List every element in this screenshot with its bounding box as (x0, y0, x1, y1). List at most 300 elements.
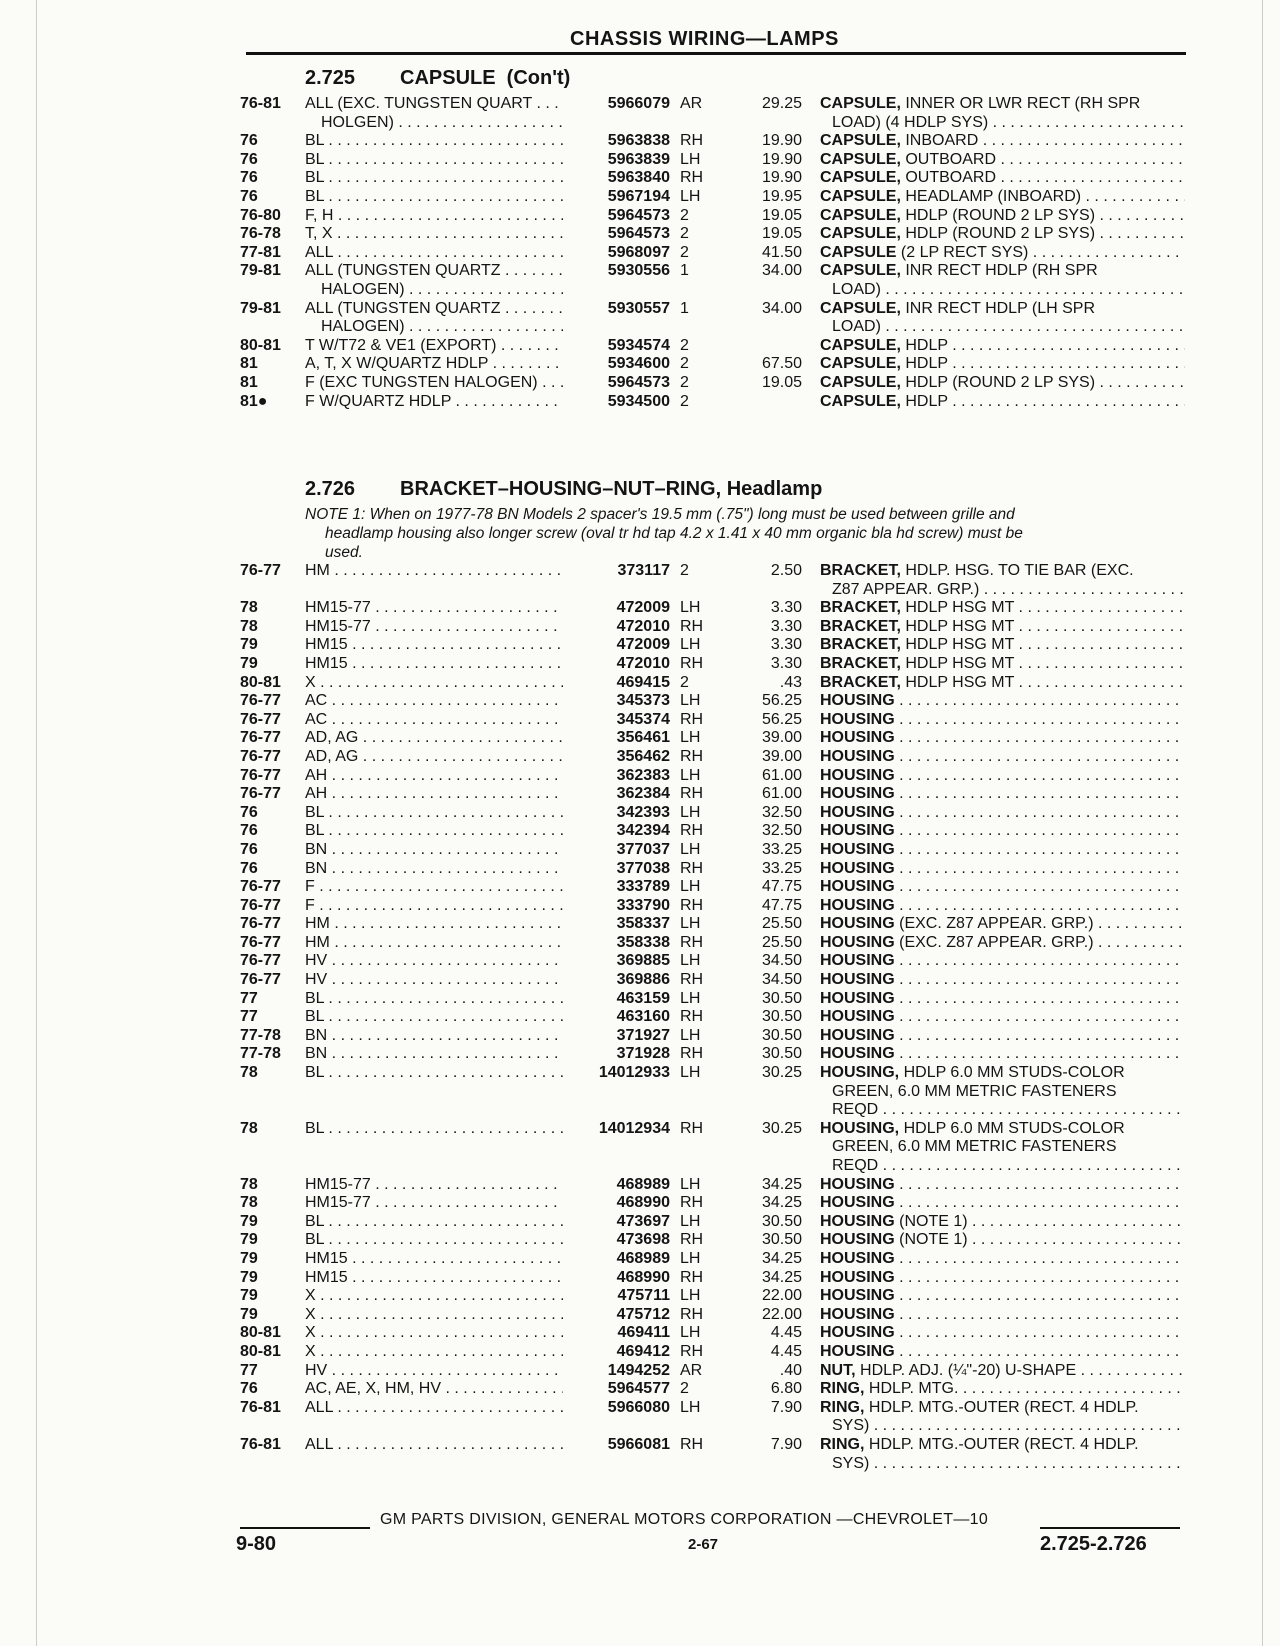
description-line (820, 1157, 1185, 1176)
year-cell: 77-78 (240, 1026, 281, 1044)
price-cell: .43 (779, 673, 802, 691)
price-cell: 56.25 (761, 710, 802, 728)
description-cell (820, 1045, 1185, 1064)
description-line (820, 1213, 1185, 1232)
table-row (0, 374, 1280, 393)
year-cell: 76-80 (240, 206, 281, 224)
model-cell (305, 860, 563, 879)
description-cell (820, 337, 1185, 356)
description-line (820, 355, 1185, 374)
model-cell (305, 1324, 563, 1343)
model-line: AC . . . (305, 692, 563, 711)
part-number-cell: 475712 (616, 1305, 670, 1323)
model-cell (305, 1176, 563, 1195)
part-number-cell: 342393 (616, 803, 670, 821)
description-keyword: HOUSING (820, 933, 895, 951)
part-number-cell: 345374 (616, 710, 670, 728)
part-number-cell: 5963838 (607, 132, 670, 150)
table-row (0, 599, 1280, 618)
model-cell (305, 562, 563, 581)
part-number-cell: 369886 (616, 971, 670, 989)
model-line: T W/T72 & VE1 (EXPORT) . . . (305, 337, 563, 356)
table-row (0, 1436, 1280, 1473)
description-text: (NOTE 1) (899, 1231, 968, 1249)
description-text: HDLP (905, 336, 948, 354)
year-cell: 80-81 (240, 1342, 281, 1360)
description-line (820, 822, 1185, 841)
part-number-cell: 1494252 (607, 1361, 670, 1379)
quantity-cell: 2 (680, 243, 689, 261)
table-row (0, 748, 1280, 767)
description-keyword: HOUSING (820, 989, 895, 1007)
description-cell (820, 1194, 1185, 1213)
description-line (820, 1045, 1185, 1064)
model-cell (305, 1231, 563, 1250)
description-line (820, 300, 1185, 319)
price-cell: 32.50 (761, 822, 802, 840)
description-line (820, 1362, 1185, 1381)
quantity-cell: LH (680, 766, 701, 784)
quantity-cell: RH (680, 132, 704, 150)
description-keyword: HOUSING (820, 785, 895, 803)
description-text: INR RECT HDLP (RH SPR (905, 262, 1098, 280)
table-row (0, 225, 1280, 244)
year-cell: 76-77 (240, 933, 281, 951)
year-cell: 76-81 (240, 1398, 281, 1416)
description-keyword: HOUSING (820, 896, 895, 914)
table-row (0, 767, 1280, 786)
table-row (0, 729, 1280, 748)
description-line (820, 1138, 1185, 1157)
quantity-cell: LH (680, 1064, 701, 1082)
model-cell (305, 1194, 563, 1213)
model-cell (305, 1120, 563, 1139)
quantity-cell: RH (680, 896, 704, 914)
part-number-cell: 473698 (616, 1231, 670, 1249)
part-number-cell: 5966081 (607, 1435, 670, 1453)
model-line: BL . . . (305, 132, 563, 151)
quantity-cell: RH (680, 710, 704, 728)
description-keyword: RING, (820, 1398, 865, 1416)
description-text: HDLP (905, 355, 948, 373)
description-line (820, 785, 1185, 804)
description-keyword: CAPSULE, (820, 132, 901, 150)
year-cell: 76-81 (240, 95, 281, 112)
description-text: HDLP (ROUND 2 LP SYS) (905, 373, 1096, 391)
year-cell: 76-77 (240, 766, 281, 784)
part-number-cell: 5963840 (607, 169, 670, 187)
description-cell (820, 934, 1185, 953)
description-line (820, 1231, 1185, 1250)
part-number-cell: 5964573 (607, 225, 670, 243)
year-cell: 76-77 (240, 915, 281, 933)
description-line (820, 262, 1185, 281)
description-line (820, 393, 1185, 412)
price-cell: 7.90 (770, 1398, 802, 1416)
year-cell: 77-81 (240, 243, 281, 261)
part-number-cell: 472010 (616, 617, 670, 635)
part-number-cell: 5934574 (607, 336, 670, 354)
part-number-cell: 362384 (616, 785, 670, 803)
price-cell: 3.30 (770, 654, 802, 672)
description-text: INBOARD (905, 132, 979, 150)
description-text: LOAD) (832, 280, 881, 298)
description-cell (820, 655, 1185, 674)
description-text: HDLP HSG MT (905, 673, 1015, 691)
model-line: HM . . . (305, 562, 563, 581)
part-number-cell: 5963839 (607, 150, 670, 168)
year-cell: 77 (240, 1008, 258, 1026)
description-cell (820, 374, 1185, 393)
quantity-cell: RH (680, 785, 704, 803)
description-cell (820, 729, 1185, 748)
model-line: HALOGEN) . . . (305, 281, 563, 300)
description-cell (820, 1287, 1185, 1306)
description-cell (820, 262, 1185, 299)
part-number-cell: 463159 (616, 989, 670, 1007)
part-number-cell: 472009 (616, 636, 670, 654)
part-number-cell: 5966079 (607, 95, 670, 112)
quantity-cell: LH (680, 952, 701, 970)
model-cell (305, 971, 563, 990)
parts-table-2725 (0, 95, 1280, 411)
quantity-cell: LH (680, 989, 701, 1007)
table-row (0, 841, 1280, 860)
description-line (820, 1417, 1185, 1436)
year-cell: 76-77 (240, 562, 281, 579)
price-cell: 22.00 (761, 1305, 802, 1323)
part-number-cell: 14012934 (598, 1119, 670, 1137)
description-text: INR RECT HDLP (LH SPR (905, 299, 1096, 317)
quantity-cell: LH (680, 187, 701, 205)
model-cell (305, 878, 563, 897)
description-text: (2 LP RECT SYS) (900, 243, 1029, 261)
model-line: X . . . (305, 1324, 563, 1343)
model-line: F W/QUARTZ HDLP . . . (305, 393, 563, 412)
table-row (0, 1213, 1280, 1232)
part-number-cell: 469415 (616, 673, 670, 691)
description-keyword: BRACKET, (820, 654, 901, 672)
model-cell (305, 618, 563, 637)
part-number-cell: 356462 (616, 747, 670, 765)
description-cell (820, 244, 1185, 263)
table-row (0, 1194, 1280, 1213)
description-keyword: BRACKET, (820, 617, 901, 635)
model-cell (305, 1287, 563, 1306)
description-line (820, 1380, 1185, 1399)
description-cell (820, 1436, 1185, 1473)
table-row (0, 300, 1280, 337)
quantity-cell: LH (680, 840, 701, 858)
part-number-cell: 5964573 (607, 206, 670, 224)
description-cell (820, 1008, 1185, 1027)
quantity-cell: 2 (680, 206, 689, 224)
description-line (820, 188, 1185, 207)
year-cell: 78 (240, 1194, 258, 1212)
quantity-cell: LH (680, 878, 701, 896)
model-line: ALL . . . (305, 1436, 563, 1455)
year-cell: 76-81 (240, 1435, 281, 1453)
description-line (820, 1324, 1185, 1343)
description-line (820, 1343, 1185, 1362)
year-cell: 77 (240, 989, 258, 1007)
year-cell: 77 (240, 1361, 258, 1379)
description-line (820, 281, 1185, 300)
description-cell (820, 860, 1185, 879)
model-line: BL . . . (305, 1120, 563, 1139)
description-cell (820, 636, 1185, 655)
model-cell (305, 674, 563, 693)
year-cell: 76-77 (240, 878, 281, 896)
table-row (0, 878, 1280, 897)
description-cell (820, 562, 1185, 599)
quantity-cell: RH (680, 822, 704, 840)
description-text: HDLP. HSG. TO TIE BAR (EXC. (905, 562, 1134, 579)
description-line (820, 599, 1185, 618)
description-keyword: CAPSULE, (820, 392, 901, 410)
price-cell: 30.25 (761, 1064, 802, 1082)
section-number: 2.726 (305, 478, 356, 500)
quantity-cell: RH (680, 1119, 704, 1137)
description-text: REQD (832, 1157, 879, 1175)
price-cell: 2.50 (770, 562, 802, 579)
description-keyword: BRACKET, (820, 599, 901, 617)
model-cell (305, 169, 563, 188)
description-line (820, 934, 1185, 953)
description-keyword: BRACKET, (820, 636, 901, 654)
model-cell (305, 132, 563, 151)
price-cell: 33.25 (761, 840, 802, 858)
description-keyword: HOUSING (820, 1324, 895, 1342)
quantity-cell: LH (680, 1212, 701, 1230)
part-number-cell: 342394 (616, 822, 670, 840)
price-cell: 47.75 (761, 878, 802, 896)
model-line: BL . . . (305, 990, 563, 1009)
description-cell (820, 300, 1185, 337)
part-number-cell: 356461 (616, 729, 670, 747)
model-cell (305, 1269, 563, 1288)
description-text: GREEN, 6.0 MM METRIC FASTENERS (832, 1082, 1117, 1100)
part-number-cell: 463160 (616, 1008, 670, 1026)
table-row (0, 1250, 1280, 1269)
model-cell (305, 655, 563, 674)
description-keyword: HOUSING (820, 859, 895, 877)
year-cell: 79 (240, 1268, 258, 1286)
description-cell (820, 151, 1185, 170)
price-cell: 3.30 (770, 636, 802, 654)
part-number-cell: 377037 (616, 840, 670, 858)
table-row (0, 1027, 1280, 1046)
quantity-cell: 1 (680, 299, 689, 317)
header-rule (246, 52, 1186, 55)
table-row (0, 337, 1280, 356)
description-text: HDLP HSG MT (905, 636, 1015, 654)
description-keyword: RING, (820, 1435, 865, 1453)
description-keyword: HOUSING (820, 1268, 895, 1286)
model-cell (305, 1436, 563, 1455)
year-cell: 76-77 (240, 896, 281, 914)
model-cell (305, 841, 563, 860)
table-row (0, 1362, 1280, 1381)
model-line: ALL . . . (305, 244, 563, 263)
description-keyword: HOUSING (820, 1194, 895, 1212)
part-number-cell: 369885 (616, 952, 670, 970)
table-row (0, 990, 1280, 1009)
description-cell (820, 132, 1185, 151)
description-keyword: CAPSULE, (820, 355, 901, 373)
description-line (820, 1120, 1185, 1139)
year-cell: 76 (240, 822, 258, 840)
model-line: HOLGEN) . . . (305, 114, 563, 133)
part-number-cell: 5968097 (607, 243, 670, 261)
description-line (820, 581, 1185, 600)
table-row (0, 618, 1280, 637)
description-cell (820, 748, 1185, 767)
model-line: AH . . . (305, 785, 563, 804)
description-cell (820, 1399, 1185, 1436)
description-line (820, 244, 1185, 263)
description-keyword: CAPSULE, (820, 373, 901, 391)
description-cell (820, 1176, 1185, 1195)
part-number-cell: 5964577 (607, 1380, 670, 1398)
description-cell (820, 767, 1185, 786)
price-cell: 4.45 (770, 1324, 802, 1342)
model-cell (305, 1343, 563, 1362)
description-text: SYS) (832, 1454, 870, 1472)
model-line: BL . . . (305, 804, 563, 823)
year-cell: 79 (240, 654, 258, 672)
model-line: BN . . . (305, 1027, 563, 1046)
model-cell (305, 990, 563, 1009)
model-line: X . . . (305, 1306, 563, 1325)
price-cell: 7.90 (770, 1435, 802, 1453)
quantity-cell: LH (680, 1324, 701, 1342)
model-line: BN . . . (305, 1045, 563, 1064)
description-text: Z87 APPEAR. GRP.) (832, 580, 980, 598)
year-cell: 78 (240, 1175, 258, 1193)
year-cell: 79-81 (240, 299, 281, 317)
model-line: HM15-77 . . . (305, 599, 563, 618)
description-line (820, 1083, 1185, 1102)
part-number-cell: 373117 (617, 562, 670, 579)
year-cell: 76 (240, 1380, 258, 1398)
description-keyword: HOUSING (820, 840, 895, 858)
quantity-cell: RH (680, 747, 704, 765)
table-row (0, 1287, 1280, 1306)
description-keyword: HOUSING (820, 1342, 895, 1360)
model-cell (305, 393, 563, 412)
description-cell (820, 1269, 1185, 1288)
model-line: X . . . (305, 674, 563, 693)
part-number-cell: 371928 (616, 1045, 670, 1063)
description-text: OUTBOARD (905, 150, 997, 168)
description-cell (820, 169, 1185, 188)
description-cell (820, 188, 1185, 207)
quantity-cell: RH (680, 971, 704, 989)
description-line (820, 841, 1185, 860)
description-keyword: CAPSULE, (820, 262, 901, 280)
model-cell (305, 95, 563, 132)
quantity-cell: LH (680, 692, 701, 710)
year-cell: 76-77 (240, 785, 281, 803)
description-line (820, 915, 1185, 934)
year-cell: 79-81 (240, 262, 281, 280)
quantity-cell: AR (680, 95, 703, 112)
model-line: HM15 . . . (305, 636, 563, 655)
year-cell: 80-81 (240, 336, 281, 354)
section-heading: CAPSULE (Con't) (400, 67, 571, 89)
year-cell: 76-77 (240, 747, 281, 765)
description-cell (820, 1380, 1185, 1399)
price-cell: 19.95 (761, 187, 802, 205)
table-row (0, 1269, 1280, 1288)
description-cell (820, 1343, 1185, 1362)
description-line (820, 114, 1185, 133)
part-number-cell: 468990 (616, 1268, 670, 1286)
table-row (0, 169, 1280, 188)
quantity-cell: 2 (680, 1380, 689, 1398)
year-cell: 81 (240, 373, 258, 391)
description-line (820, 1399, 1185, 1418)
description-keyword: HOUSING (820, 952, 895, 970)
model-cell (305, 1045, 563, 1064)
year-cell: 76 (240, 150, 258, 168)
footer-rule-right (1040, 1527, 1180, 1529)
year-cell: 76 (240, 803, 258, 821)
year-cell: 76-78 (240, 225, 281, 243)
model-line: F . . . (305, 897, 563, 916)
model-cell (305, 711, 563, 730)
model-cell (305, 188, 563, 207)
footer-date: 9-80 (236, 1533, 277, 1555)
price-cell: 47.75 (761, 896, 802, 914)
price-cell: 19.05 (761, 206, 802, 224)
price-cell: 19.90 (761, 132, 802, 150)
model-cell (305, 748, 563, 767)
model-line: AH . . . (305, 767, 563, 786)
model-line: BL . . . (305, 1213, 563, 1232)
quantity-cell: LH (680, 1026, 701, 1044)
description-keyword: HOUSING (820, 1231, 895, 1249)
model-cell (305, 151, 563, 170)
model-cell (305, 374, 563, 393)
description-line (820, 1101, 1185, 1120)
model-line: ALL (TUNGSTEN QUARTZ . . . (305, 262, 563, 281)
description-text: REQD (832, 1101, 879, 1119)
year-cell: 80-81 (240, 673, 281, 691)
description-cell (820, 990, 1185, 1009)
model-line: BN . . . (305, 860, 563, 879)
year-cell: 76-77 (240, 692, 281, 710)
model-cell (305, 785, 563, 804)
model-cell (305, 767, 563, 786)
price-cell: 34.25 (761, 1194, 802, 1212)
model-cell (305, 636, 563, 655)
model-line: HV . . . (305, 1362, 563, 1381)
description-line (820, 636, 1185, 655)
model-cell (305, 822, 563, 841)
description-text: HDLP (905, 392, 948, 410)
quantity-cell: RH (680, 654, 704, 672)
table-row (0, 132, 1280, 151)
model-line: F . . . (305, 878, 563, 897)
model-line: BN . . . (305, 841, 563, 860)
model-line: F (EXC TUNGSTEN HALOGEN) . . . (305, 374, 563, 393)
description-keyword: HOUSING, (820, 1119, 900, 1137)
section-number: 2.725 (305, 67, 356, 89)
description-keyword: CAPSULE, (820, 225, 901, 243)
table-row (0, 262, 1280, 299)
